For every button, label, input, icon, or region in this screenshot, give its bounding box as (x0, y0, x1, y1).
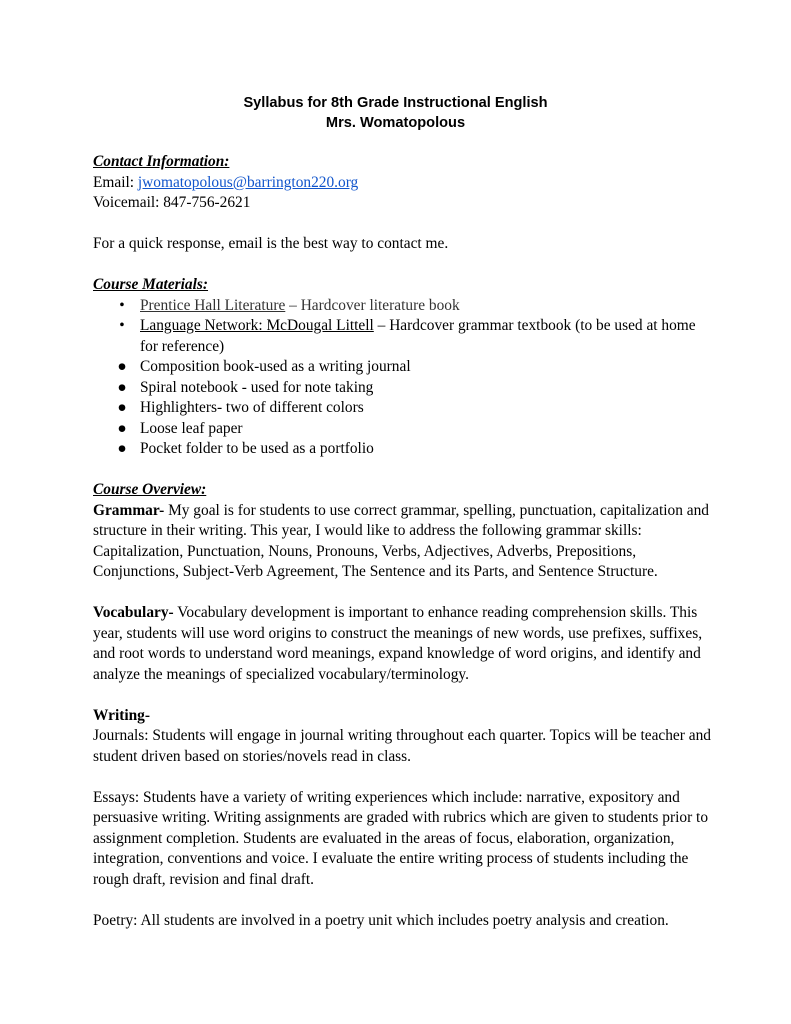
title-line-2: Mrs. Womatopolous (325, 115, 466, 131)
voicemail-line: Voicemail: 847-756-2621 (93, 194, 251, 211)
overview-heading: Course Overview: (93, 481, 207, 498)
item-text: – Hardcover literature book (285, 296, 460, 314)
bullet-icon: ● (117, 399, 127, 416)
item-text: Pocket folder to be used as a portfolio (140, 440, 374, 457)
document-body (93, 152, 713, 931)
item-text: Composition book-used as a writing journal (140, 358, 411, 375)
email-link[interactable]: jwomatopolous@barrington220.org (137, 173, 359, 191)
bullet-icon: ● (117, 378, 127, 396)
grammar-label: Grammar- (93, 501, 165, 519)
item-text: Highlighters- two of different colors (140, 399, 364, 416)
materials-heading: Course Materials: (93, 276, 209, 293)
item-text: Spiral notebook - used for note taking (140, 378, 374, 396)
bullet-icon: • (119, 317, 125, 334)
email-label: Email: (93, 173, 138, 191)
item-title: Language Network: McDougal Littell (140, 317, 374, 334)
email-line (93, 173, 713, 194)
contact-note: For a quick response, email is the best way to contact me. (93, 235, 449, 252)
writing-label-text: Writing- (93, 706, 151, 724)
list-item (93, 419, 713, 440)
bullet-icon: ● (117, 440, 127, 457)
contact-heading: Contact Information: (93, 153, 230, 170)
list-item (93, 357, 713, 378)
title-line-1: Syllabus for 8th Grade Instructional English (243, 95, 548, 111)
grammar-text: My goal is for students to use correct grammar, spelling, punctuation, capitalization and structure in their writing. This year, I would like to address the following grammar skills: Capitalization, Punctuation, Nouns, Pronouns, Verbs, Adjectives, Adverbs, Prepositions, Conjunctions, Subject-Verb Agreement, The Sentence and its Parts, and Sentence Structure. (93, 501, 709, 580)
item-title: Prentice Hall Literature (140, 296, 286, 314)
bullet-icon: ● (117, 358, 127, 375)
bullet-icon: • (119, 296, 125, 314)
vocabulary-paragraph (93, 603, 713, 685)
essays-paragraph: Essays: Students have a variety of writing experiences which include: narrative, expository and persuasive writing. Writing assignments are graded with rubrics which are given to students prior to assignment completion. Students are evaluated in the areas of focus, elaboration, organization, integration, conventions and voice. I evaluate the entire writing process of students including the rough draft, revision and final draft. (93, 788, 709, 888)
item-text: Loose leaf paper (140, 419, 243, 437)
grammar-paragraph (93, 501, 713, 583)
vocabulary-label: Vocabulary- (93, 604, 174, 621)
document-title (0, 93, 791, 133)
list-item (93, 439, 713, 460)
list-item (93, 296, 713, 317)
list-item (93, 316, 713, 357)
writing-label (93, 706, 713, 727)
poetry-paragraph: Poetry: All students are involved in a poetry unit which includes poetry analysis and creation. (93, 911, 669, 929)
item-text: – Hardcover grammar textbook (to be used at home for reference) (140, 317, 696, 355)
journals-paragraph: Journals: Students will engage in journal writing throughout each quarter. Topics will be teacher and student driven based on stories/novels read in class. (93, 727, 711, 765)
list-item (93, 378, 713, 399)
vocabulary-text: Vocabulary development is important to enhance reading comprehension skills. This year, students will use word origins to construct the meanings of new words, use prefixes, suffixes, and root words to understand word meanings, expand knowledge of word origins, and identify and analyze the meanings of specialized vocabulary/terminology. (93, 604, 703, 683)
list-item (93, 398, 713, 419)
bullet-icon: ● (117, 419, 127, 437)
materials-list (93, 296, 713, 460)
